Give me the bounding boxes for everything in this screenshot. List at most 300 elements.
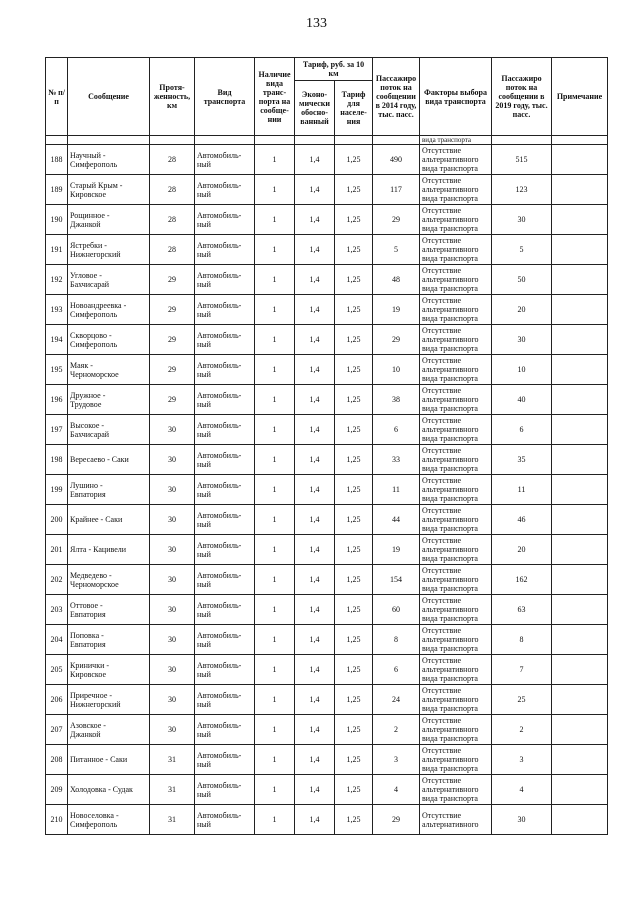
transport-type-cell — [195, 265, 255, 295]
factor-line1: Отсутствие — [422, 626, 462, 635]
page-number: 133 — [306, 16, 327, 31]
transport-type-line1: Автомобиль- — [197, 690, 242, 700]
factor-line3: вида транспорта — [422, 524, 478, 533]
table-header — [46, 58, 608, 136]
tariff-economic-cell: 1,4 — [295, 775, 335, 805]
availability-cell: 1 — [255, 145, 295, 175]
factor-line3: вида транспорта — [422, 794, 478, 803]
route-to: Симферополь — [70, 159, 118, 169]
passengers-2014-cell: 19 — [373, 295, 420, 325]
transport-type-cell — [195, 205, 255, 235]
factor-line2: альтернативного — [422, 635, 479, 644]
route-cell — [68, 715, 150, 745]
factors-cell — [420, 415, 492, 445]
passengers-2014-cell: 6 — [373, 655, 420, 685]
transport-type-cell — [195, 295, 255, 325]
transport-type-cell — [195, 325, 255, 355]
route-cell — [68, 205, 150, 235]
distance-cell: 28 — [150, 205, 195, 235]
header-notes: Примечание — [552, 58, 608, 136]
route-to: Джанкой — [70, 219, 101, 229]
route-from: Питанное - Саки — [70, 755, 128, 764]
route-from: Холодовка - Судак — [70, 785, 133, 794]
notes-cell — [552, 805, 608, 835]
table-row — [46, 505, 608, 535]
availability-cell: 1 — [255, 445, 295, 475]
distance-cell: 30 — [150, 535, 195, 565]
distance-cell: 29 — [150, 385, 195, 415]
passengers-2019-cell: 46 — [492, 505, 552, 535]
factors-cell — [420, 775, 492, 805]
table-row — [46, 595, 608, 625]
table-row — [46, 415, 608, 445]
factor-line1: Отсутствие — [422, 536, 462, 545]
distance-cell: 30 — [150, 415, 195, 445]
transport-type-line1: Автомобиль- — [197, 540, 242, 550]
transport-type-line2: ный — [197, 519, 211, 529]
route-to: Трудовое — [70, 399, 102, 409]
row-number: 195 — [46, 355, 68, 385]
factors-cell — [420, 145, 492, 175]
factors-cell — [420, 175, 492, 205]
factor-line2: альтернативного — [422, 215, 479, 224]
notes-cell — [552, 535, 608, 565]
tariff-economic-cell: 1,4 — [295, 145, 335, 175]
transport-type-line1: Автомобиль- — [197, 570, 242, 580]
route-to: Симферополь — [70, 339, 118, 349]
tariff-economic-cell: 1,4 — [295, 565, 335, 595]
table-row — [46, 205, 608, 235]
availability-cell: 1 — [255, 715, 295, 745]
passengers-2019-cell: 20 — [492, 295, 552, 325]
header-pass-2014: Пассажиро поток на сообщении в 2014 году, тыс. пасс. — [373, 58, 420, 136]
passengers-2019-cell: 40 — [492, 385, 552, 415]
factor-line1: Отсутствие — [422, 686, 462, 695]
route-from: Крайнее - Саки — [70, 515, 123, 524]
route-from: Ястребки - — [70, 240, 107, 250]
table-row — [46, 535, 608, 565]
passengers-2019-cell: 8 — [492, 625, 552, 655]
route-cell — [68, 445, 150, 475]
tariff-population-cell: 1,25 — [335, 775, 373, 805]
factor-line2: альтернативного — [422, 365, 479, 374]
header-tariff-population: Тариф для населе- ния — [335, 81, 373, 136]
factor-line1: Отсутствие — [422, 176, 462, 185]
tariff-population-cell: 1,25 — [335, 295, 373, 325]
row-number: 208 — [46, 745, 68, 775]
transport-type-cell — [195, 145, 255, 175]
route-to: Симферополь — [70, 819, 118, 829]
table-row — [46, 445, 608, 475]
passengers-2014-cell: 117 — [373, 175, 420, 205]
factor-line1: Отсутствие — [422, 326, 462, 335]
table-row — [46, 355, 608, 385]
route-from: Вересаево - Саки — [70, 455, 129, 464]
route-cell — [68, 265, 150, 295]
transport-type-line2: ный — [197, 189, 211, 199]
factor-line2: альтернативного — [422, 395, 479, 404]
route-from: Оттовое - — [70, 600, 103, 610]
row-number: 189 — [46, 175, 68, 205]
factor-line3: вида транспорта — [422, 224, 478, 233]
factor-line3: вида транспорта — [422, 734, 478, 743]
route-to: Черноморское — [70, 579, 119, 589]
transport-type-cell — [195, 745, 255, 775]
route-cell — [68, 565, 150, 595]
passengers-2019-cell: 30 — [492, 325, 552, 355]
route-to: Евпатория — [70, 489, 106, 499]
transport-type-line2: ный — [197, 789, 211, 799]
passengers-2019-cell: 4 — [492, 775, 552, 805]
route-from: Поповка - — [70, 630, 104, 640]
tariff-population-cell: 1,25 — [335, 715, 373, 745]
transport-type-line2: ный — [197, 579, 211, 589]
availability-cell: 1 — [255, 805, 295, 835]
passengers-2014-cell: 10 — [373, 355, 420, 385]
route-from: Новоандреевка - — [70, 300, 127, 310]
passengers-2019-cell: 6 — [492, 415, 552, 445]
tariff-population-cell: 1,25 — [335, 625, 373, 655]
passengers-2014-cell: 5 — [373, 235, 420, 265]
route-to: Евпатория — [70, 609, 106, 619]
header-factors: Факторы выбора вида транспорта — [420, 58, 492, 136]
factor-line2: альтернативного — [422, 695, 479, 704]
notes-cell — [552, 295, 608, 325]
tariff-population-cell: 1,25 — [335, 535, 373, 565]
transport-type-line1: Автомобиль- — [197, 480, 242, 490]
route-from: Скворцово - — [70, 330, 112, 340]
factor-line3: вида транспорта — [422, 254, 478, 263]
passengers-2019-cell: 30 — [492, 205, 552, 235]
tariff-population-cell: 1,25 — [335, 325, 373, 355]
factor-line2: альтернативного — [422, 275, 479, 284]
factors-cell — [420, 805, 492, 835]
tariff-population-cell: 1,25 — [335, 655, 373, 685]
passengers-2019-cell: 2 — [492, 715, 552, 745]
factors-cell — [420, 325, 492, 355]
transport-type-line2: ный — [197, 339, 211, 349]
availability-cell: 1 — [255, 745, 295, 775]
transport-type-line1: Автомобиль- — [197, 210, 242, 220]
factor-line1: Отсутствие — [422, 746, 462, 755]
transport-type-cell — [195, 625, 255, 655]
header-pass-2019: Пассажиро поток на сообщении в 2019 году, тыс. пасс. — [492, 58, 552, 136]
factor-line1: Отсутствие — [422, 656, 462, 665]
factor-line3: вида транспорта — [422, 614, 478, 623]
transport-type-cell — [195, 775, 255, 805]
factors-cell — [420, 265, 492, 295]
route-cell — [68, 535, 150, 565]
route-cell — [68, 295, 150, 325]
transport-type-line1: Автомобиль- — [197, 600, 242, 610]
table-row — [46, 715, 608, 745]
transport-type-line1: Автомобиль- — [197, 390, 242, 400]
notes-cell — [552, 355, 608, 385]
factors-cell — [420, 715, 492, 745]
factor-line1: Отсутствие — [422, 776, 462, 785]
table-row — [46, 325, 608, 355]
table-row — [46, 145, 608, 175]
transport-routes-table — [45, 57, 608, 835]
factor-line2: альтернативного — [422, 185, 479, 194]
tariff-population-cell: 1,25 — [335, 175, 373, 205]
transport-type-line2: ный — [197, 429, 211, 439]
table-row — [46, 805, 608, 835]
row-number: 194 — [46, 325, 68, 355]
notes-cell — [552, 235, 608, 265]
table-row — [46, 745, 608, 775]
passengers-2019-cell: 35 — [492, 445, 552, 475]
header-availability: Наличие вида транс- порта на сообще- нии — [255, 58, 295, 136]
table-row — [46, 565, 608, 595]
table-row — [46, 775, 608, 805]
distance-cell: 31 — [150, 775, 195, 805]
availability-cell: 1 — [255, 175, 295, 205]
factor-line2: альтернативного — [422, 785, 479, 794]
transport-type-line2: ный — [197, 759, 211, 769]
header-tariff-economic: Эконо- мически обосно- ванный — [295, 81, 335, 136]
notes-cell — [552, 715, 608, 745]
factor-line2: альтернативного — [422, 305, 479, 314]
factor-line3: вида транспорта — [422, 434, 478, 443]
distance-cell: 30 — [150, 475, 195, 505]
table-row — [46, 265, 608, 295]
transport-type-line1: Автомобиль- — [197, 180, 242, 190]
availability-cell: 1 — [255, 475, 295, 505]
factor-line2: альтернативного — [422, 155, 479, 164]
notes-cell — [552, 625, 608, 655]
route-from: Дружное - — [70, 390, 106, 400]
transport-type-line2: ный — [197, 699, 211, 709]
row-number: 193 — [46, 295, 68, 325]
factor-line3: вида транспорта — [422, 314, 478, 323]
route-cell — [68, 745, 150, 775]
header-num: № п/п — [46, 58, 68, 136]
notes-cell — [552, 325, 608, 355]
route-to: Джанкой — [70, 729, 101, 739]
passengers-2019-cell: 11 — [492, 475, 552, 505]
factor-line3: вида транспорта — [422, 764, 478, 773]
route-from: Рощинное - — [70, 210, 110, 220]
route-cell — [68, 505, 150, 535]
passengers-2014-cell: 6 — [373, 415, 420, 445]
distance-cell: 30 — [150, 655, 195, 685]
row-number: 205 — [46, 655, 68, 685]
route-to: Симферополь — [70, 309, 118, 319]
tariff-population-cell: 1,25 — [335, 265, 373, 295]
transport-type-cell — [195, 715, 255, 745]
tariff-economic-cell: 1,4 — [295, 205, 335, 235]
factors-cell — [420, 205, 492, 235]
tariff-population-cell: 1,25 — [335, 205, 373, 235]
passengers-2014-cell: 2 — [373, 715, 420, 745]
route-from: Лушино - — [70, 480, 103, 490]
factor-line1: Отсутствие — [422, 236, 462, 245]
passengers-2014-cell: 490 — [373, 145, 420, 175]
row-number: 198 — [46, 445, 68, 475]
route-cell — [68, 175, 150, 205]
availability-cell: 1 — [255, 505, 295, 535]
row-number: 207 — [46, 715, 68, 745]
transport-type-cell — [195, 175, 255, 205]
route-from: Высокое - — [70, 420, 105, 430]
row-number: 191 — [46, 235, 68, 265]
route-from: Угловое - — [70, 270, 102, 280]
header-distance: Протя- женность, км — [150, 58, 195, 136]
factor-line1: Отсутствие — [422, 386, 462, 395]
factors-cell — [420, 535, 492, 565]
factor-line3: вида транспорта — [422, 554, 478, 563]
route-to: Бахчисарай — [70, 429, 110, 439]
table-body — [46, 136, 608, 835]
transport-type-line2: ный — [197, 249, 211, 259]
factor-line2: альтернативного — [422, 755, 479, 764]
passengers-2014-cell: 11 — [373, 475, 420, 505]
passengers-2014-cell: 8 — [373, 625, 420, 655]
factor-line1: Отсутствие — [422, 446, 462, 455]
route-from: Ялта - Кацивели — [70, 545, 127, 554]
availability-cell: 1 — [255, 205, 295, 235]
header-tariff-group: Тариф, руб. за 10 км — [295, 58, 373, 81]
passengers-2014-cell: 60 — [373, 595, 420, 625]
route-from: Азовское - — [70, 720, 106, 730]
factor-line2: альтернативного — [422, 425, 479, 434]
distance-cell: 28 — [150, 235, 195, 265]
factor-line1: Отсутствие — [422, 146, 462, 155]
route-cell — [68, 325, 150, 355]
transport-type-line1: Автомобиль- — [197, 720, 242, 730]
row-number: 199 — [46, 475, 68, 505]
passengers-2014-cell: 19 — [373, 535, 420, 565]
passengers-2019-cell: 10 — [492, 355, 552, 385]
transport-type-line1: Автомобиль- — [197, 300, 242, 310]
factor-line2: альтернативного — [422, 245, 479, 254]
transport-type-line1: Автомобиль- — [197, 750, 242, 760]
route-to: Бахчисарай — [70, 279, 110, 289]
factor-line1: Отсутствие — [422, 596, 462, 605]
route-from: Медведево - — [70, 570, 112, 580]
route-cell — [68, 685, 150, 715]
table-row — [46, 385, 608, 415]
factors-cell — [420, 475, 492, 505]
availability-cell: 1 — [255, 295, 295, 325]
route-from: Маяк - — [70, 360, 93, 370]
factor-line2: альтернативного — [422, 335, 479, 344]
availability-cell: 1 — [255, 325, 295, 355]
route-from: Новоселовка - — [70, 810, 119, 820]
notes-cell — [552, 565, 608, 595]
route-cell — [68, 595, 150, 625]
factors-cell — [420, 355, 492, 385]
transport-type-cell — [195, 595, 255, 625]
distance-cell: 30 — [150, 505, 195, 535]
row-number: 201 — [46, 535, 68, 565]
tariff-economic-cell: 1,4 — [295, 805, 335, 835]
passengers-2019-cell: 50 — [492, 265, 552, 295]
tariff-economic-cell: 1,4 — [295, 715, 335, 745]
tariff-economic-cell: 1,4 — [295, 745, 335, 775]
tariff-economic-cell: 1,4 — [295, 175, 335, 205]
distance-cell: 29 — [150, 355, 195, 385]
tariff-population-cell: 1,25 — [335, 355, 373, 385]
notes-cell — [552, 655, 608, 685]
tariff-population-cell: 1,25 — [335, 445, 373, 475]
route-cell — [68, 235, 150, 265]
notes-cell — [552, 415, 608, 445]
distance-cell: 28 — [150, 145, 195, 175]
availability-cell: 1 — [255, 685, 295, 715]
transport-type-cell — [195, 565, 255, 595]
tariff-population-cell: 1,25 — [335, 505, 373, 535]
availability-cell: 1 — [255, 415, 295, 445]
route-cell — [68, 415, 150, 445]
factor-line1: Отсутствие — [422, 356, 462, 365]
passengers-2019-cell: 5 — [492, 235, 552, 265]
factors-cell — [420, 685, 492, 715]
row-number: 210 — [46, 805, 68, 835]
transport-type-line1: Автомобиль- — [197, 630, 242, 640]
passengers-2014-cell: 29 — [373, 805, 420, 835]
continuation-row — [46, 136, 608, 145]
factors-cell — [420, 445, 492, 475]
table-row — [46, 655, 608, 685]
table-row — [46, 235, 608, 265]
notes-cell — [552, 505, 608, 535]
passengers-2019-cell: 7 — [492, 655, 552, 685]
row-number: 192 — [46, 265, 68, 295]
notes-cell — [552, 445, 608, 475]
transport-type-line2: ный — [197, 489, 211, 499]
tariff-economic-cell: 1,4 — [295, 595, 335, 625]
passengers-2019-cell: 30 — [492, 805, 552, 835]
factors-cell — [420, 655, 492, 685]
factor-line3: вида транспорта — [422, 404, 478, 413]
transport-type-cell — [195, 685, 255, 715]
transport-type-cell — [195, 535, 255, 565]
factor-line2: альтернативного — [422, 515, 479, 524]
route-from: Кринички - — [70, 660, 110, 670]
factor-line2: альтернативного — [422, 485, 479, 494]
factors-cell — [420, 595, 492, 625]
route-from: Старый Крым - — [70, 180, 123, 190]
availability-cell: 1 — [255, 235, 295, 265]
distance-cell: 30 — [150, 595, 195, 625]
distance-cell: 30 — [150, 685, 195, 715]
notes-cell — [552, 685, 608, 715]
route-to: Евпатория — [70, 639, 106, 649]
table-row — [46, 475, 608, 505]
distance-cell: 31 — [150, 745, 195, 775]
route-cell — [68, 775, 150, 805]
factor-line1: Отсутствие — [422, 296, 462, 305]
transport-type-line2: ный — [197, 459, 211, 469]
factor-line2: альтернативного — [422, 819, 479, 829]
transport-type-line2: ный — [197, 399, 211, 409]
factors-cell — [420, 625, 492, 655]
row-number: 206 — [46, 685, 68, 715]
tariff-economic-cell: 1,4 — [295, 385, 335, 415]
transport-type-cell — [195, 415, 255, 445]
factor-line3: вида транспорта — [422, 284, 478, 293]
row-number: 203 — [46, 595, 68, 625]
factors-cell — [420, 745, 492, 775]
tariff-population-cell: 1,25 — [335, 385, 373, 415]
availability-cell: 1 — [255, 655, 295, 685]
tariff-economic-cell: 1,4 — [295, 505, 335, 535]
tariff-economic-cell: 1,4 — [295, 685, 335, 715]
factor-line1: Отсутствие — [422, 206, 462, 215]
passengers-2019-cell: 25 — [492, 685, 552, 715]
